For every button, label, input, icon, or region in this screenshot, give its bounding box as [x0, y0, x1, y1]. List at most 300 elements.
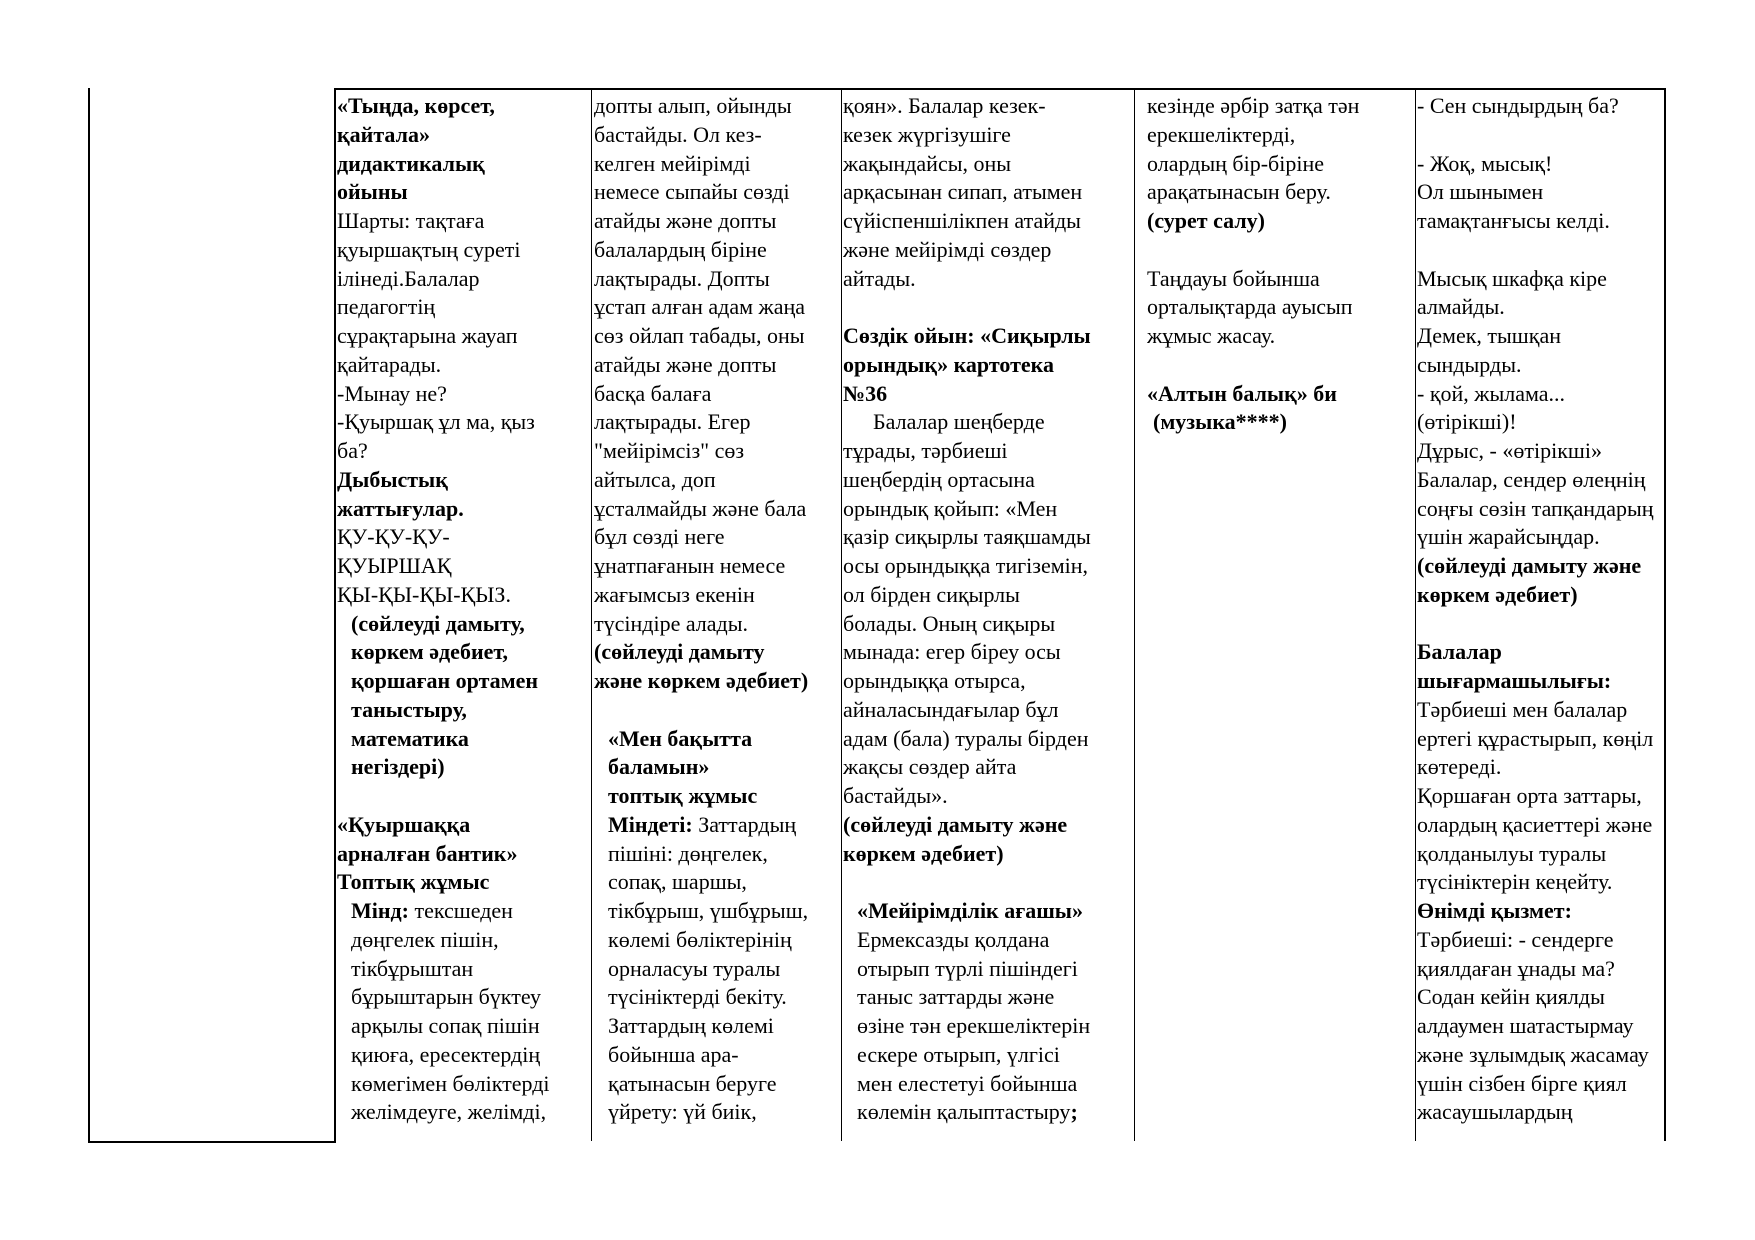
table-left-border — [88, 88, 90, 1143]
bold-text: Дыбыстық — [337, 466, 448, 492]
text-line — [337, 610, 589, 639]
text-line — [337, 351, 589, 380]
line-text: - Жоқ, мысық! — [1417, 150, 1553, 176]
line-text: лақтырады. Допты — [594, 265, 770, 291]
text-line — [843, 725, 1133, 754]
text-line — [1147, 150, 1413, 179]
line-text: ұсталмайды және бала — [594, 495, 807, 521]
text-line — [337, 437, 589, 466]
text-line — [337, 667, 589, 696]
text-line — [337, 293, 589, 322]
text-line — [337, 408, 589, 437]
line-text: ҚУЫРШАҚ — [337, 553, 452, 578]
table-top-border — [334, 88, 1666, 90]
line-text: таныс заттарды және — [857, 984, 1055, 1010]
text-line — [843, 322, 1133, 351]
text-line — [843, 955, 1133, 984]
line-text: олардың қасиеттері және — [1417, 811, 1653, 837]
line-text-rest-bold: ; — [1070, 1099, 1078, 1125]
text-line — [1417, 725, 1663, 754]
text-line — [1417, 92, 1663, 121]
text-line — [1417, 1070, 1663, 1099]
line-text: соңғы сөзін тапқандарың — [1417, 495, 1654, 521]
bold-text: «Тыңда, көрсет, — [337, 93, 495, 118]
text-line — [594, 926, 840, 955]
text-line — [594, 667, 840, 696]
text-line — [594, 753, 840, 782]
line-text: қоян». Балалар кезек- — [843, 93, 1046, 118]
text-line — [594, 466, 840, 495]
text-line — [1417, 782, 1663, 811]
text-line — [1417, 955, 1663, 984]
text-line — [594, 983, 840, 1012]
line-text: Содан кейін қиялды — [1417, 984, 1605, 1010]
text-line — [337, 466, 589, 495]
line-text: пішіні: дөңгелек, — [608, 840, 768, 866]
text-line — [337, 926, 589, 955]
line-text: және мейірімді сөздер — [843, 236, 1052, 262]
text-line — [337, 523, 589, 552]
line-text: бойынша ара- — [608, 1041, 739, 1067]
line-text-rest: Заттардың — [692, 811, 797, 837]
text-line — [337, 121, 589, 150]
text-line — [843, 1098, 1133, 1127]
text-line — [337, 983, 589, 1012]
text-line — [337, 236, 589, 265]
bold-text: «Мейірімділік ағашы» — [857, 898, 1083, 923]
text-line — [1417, 581, 1663, 610]
line-text: Мысық шкафқа кіре — [1417, 265, 1607, 291]
text-line — [1147, 408, 1413, 437]
text-line — [594, 840, 840, 869]
line-text: Демек, тышқан — [1417, 323, 1561, 348]
text-line — [1147, 265, 1413, 294]
text-line — [337, 178, 589, 207]
line-text: Балалар шеңберде — [873, 409, 1045, 435]
bold-text: ойыны — [337, 179, 408, 205]
line-text: балалардың біріне — [594, 236, 767, 262]
line-text: - Сен сындырдың ба? — [1417, 93, 1619, 118]
line-text: ескере отырып, үлгісі — [857, 1041, 1060, 1067]
bold-text: және көркем әдебиет) — [594, 668, 809, 693]
text-line — [594, 322, 840, 351]
bold-text: көркем әдебиет, — [351, 639, 509, 665]
text-line — [1417, 523, 1663, 552]
line-text: қуыршақтың суреті — [337, 236, 521, 262]
text-line — [843, 150, 1133, 179]
table-cell-col2 — [594, 92, 840, 1141]
text-line — [1147, 380, 1413, 409]
line-text: мен елестетуі бойынша — [857, 1070, 1078, 1096]
line-text: қайтарады. — [337, 351, 442, 377]
text-line — [594, 725, 840, 754]
text-line — [843, 811, 1133, 840]
text-line — [337, 495, 589, 524]
column-divider — [334, 88, 336, 1143]
text-line — [594, 523, 840, 552]
text-line — [843, 437, 1133, 466]
line-text: үшін жарайсыңдар. — [1417, 524, 1600, 550]
text-line — [337, 265, 589, 294]
line-text: қиялдаған ұнады ма? — [1417, 955, 1615, 981]
line-text: арқылы сопақ пішін — [351, 1013, 540, 1038]
line-text: көмегімен бөліктерді — [351, 1070, 550, 1096]
text-line — [594, 696, 840, 725]
text-line — [1147, 92, 1413, 121]
column-divider — [1415, 88, 1416, 1141]
line-text: кезек жүргізушіге — [843, 121, 1011, 147]
text-line — [843, 610, 1133, 639]
bold-text: қоршаған ортамен — [351, 668, 539, 693]
text-line — [1417, 638, 1663, 667]
text-line — [594, 150, 840, 179]
text-line — [594, 897, 840, 926]
line-text: ұстап алған адам жаңа — [594, 294, 806, 320]
text-line — [594, 1098, 840, 1127]
text-line — [843, 753, 1133, 782]
line-text: қиюға, ересектердің — [351, 1041, 541, 1067]
table-bottom-border — [88, 1141, 335, 1143]
line-text: Тәрбиеші: - сендерге — [1417, 926, 1614, 952]
text-line — [594, 265, 840, 294]
text-line — [337, 753, 589, 782]
text-line — [843, 293, 1133, 322]
text-line — [843, 121, 1133, 150]
line-text: үшін сізбен бірге қиял — [1417, 1070, 1627, 1096]
line-text: Шарты: тақтаға — [337, 208, 485, 233]
line-text: олардың бір-біріне — [1147, 150, 1324, 176]
bold-text: Топтық жұмыс — [337, 869, 490, 895]
text-line — [1417, 1012, 1663, 1041]
text-line — [594, 638, 840, 667]
bold-text: Өнімді қызмет: — [1417, 898, 1572, 923]
line-text: көлемі бөліктерінің — [608, 926, 792, 952]
text-line — [843, 926, 1133, 955]
line-text: арқасынан сипап, атымен — [843, 179, 1083, 205]
text-line — [1147, 236, 1413, 265]
line-text: Балалар, сендер өлеңнің — [1417, 466, 1646, 492]
text-line — [594, 92, 840, 121]
line-text: бұл сөзді неге — [594, 524, 725, 550]
text-line — [337, 811, 589, 840]
text-line — [337, 1041, 589, 1070]
line-text: (өтірікші)! — [1417, 409, 1517, 435]
line-text: орналасуы туралы — [608, 955, 781, 981]
bold-text: (сөйлеуді дамыту және — [843, 811, 1068, 837]
bold-text: (сөйлеуді дамыту және — [1417, 553, 1642, 578]
line-text: -Мынау не? — [337, 380, 447, 406]
text-line — [1417, 178, 1663, 207]
text-line — [1417, 121, 1663, 150]
text-line — [1417, 207, 1663, 236]
text-line — [843, 638, 1133, 667]
line-text: ба? — [337, 438, 368, 463]
text-line — [843, 178, 1133, 207]
table-cell-col4 — [1147, 92, 1413, 1141]
text-line — [594, 380, 840, 409]
text-line — [337, 322, 589, 351]
line-text: -Қуыршақ ұл ма, қыз — [337, 409, 535, 435]
text-line — [843, 466, 1133, 495]
text-line — [1417, 868, 1663, 897]
text-line — [594, 408, 840, 437]
bold-text: орындық» картотека — [843, 351, 1054, 377]
text-line — [337, 150, 589, 179]
text-line — [594, 437, 840, 466]
line-text: желімдеуге, желімді, — [351, 1099, 547, 1125]
text-line — [843, 897, 1133, 926]
text-line — [337, 1012, 589, 1041]
text-line — [594, 955, 840, 984]
line-text: жақындайсы, оны — [843, 150, 1012, 176]
line-text: Таңдауы бойынша — [1147, 265, 1320, 291]
text-line — [843, 552, 1133, 581]
line-text: көтереді. — [1417, 754, 1502, 780]
text-line — [843, 1070, 1133, 1099]
line-text: сұрақтарына жауап — [337, 323, 518, 348]
text-line — [843, 840, 1133, 869]
text-line — [843, 1012, 1133, 1041]
text-line — [1417, 265, 1663, 294]
line-text: сөз ойлап табады, оны — [594, 323, 805, 348]
line-text: допты алып, ойынды — [594, 93, 792, 118]
line-text: кезінде әрбір затқа тән — [1147, 93, 1360, 118]
text-line — [843, 351, 1133, 380]
line-text: ҚУ-ҚУ-ҚУ- — [337, 524, 450, 550]
line-text: айтылса, доп — [594, 466, 716, 492]
text-line — [337, 581, 589, 610]
line-text: немесе сыпайы сөзді — [594, 179, 790, 205]
line-text: - қой, жылама... — [1417, 380, 1566, 406]
table-cell-col5 — [1417, 92, 1663, 1141]
line-text: келген мейірімді — [594, 150, 751, 176]
line-text: отырып түрлі пішіндегі — [857, 955, 1078, 981]
text-line — [1417, 610, 1663, 639]
line-text-rest: тексшеден — [409, 898, 513, 923]
column-divider — [841, 88, 842, 1141]
text-line — [594, 1070, 840, 1099]
line-text: дөңгелек пішін, — [351, 926, 499, 952]
text-line — [337, 92, 589, 121]
bold-text: көркем әдебиет) — [1417, 581, 1578, 607]
line-text: лақтырады. Егер — [594, 409, 751, 435]
line-text: тұрады, тәрбиеші — [843, 438, 1008, 463]
text-line — [337, 955, 589, 984]
line-text: жасаушылардың — [1417, 1099, 1573, 1125]
text-line — [1417, 380, 1663, 409]
text-line — [843, 581, 1133, 610]
bold-text: таныстыру, — [351, 696, 467, 722]
text-line — [1417, 753, 1663, 782]
text-line — [843, 236, 1133, 265]
text-line — [843, 868, 1133, 897]
text-line — [1417, 840, 1663, 869]
text-line — [337, 1070, 589, 1099]
text-line — [1147, 293, 1413, 322]
line-text: жұмыс жасау. — [1147, 323, 1276, 348]
line-text: бастайды. Ол кез- — [594, 121, 762, 147]
table-cell-col3 — [843, 92, 1133, 1141]
line-text: орындыққа отырса, — [843, 668, 1026, 693]
column-divider — [591, 88, 592, 1141]
column-divider — [1134, 88, 1135, 1141]
line-text: шеңбердің ортасына — [843, 466, 1035, 492]
line-text: айтады. — [843, 265, 916, 291]
line-text: түсіндіре алады. — [594, 610, 749, 636]
text-line — [843, 696, 1133, 725]
bold-text: баламын» — [608, 754, 710, 780]
line-text: бастайды». — [843, 783, 948, 808]
line-text: Ермексазды қолдана — [857, 926, 1050, 952]
line-text: және зұлымдық жасамау — [1417, 1041, 1649, 1067]
text-line — [594, 581, 840, 610]
text-line — [1147, 322, 1413, 351]
text-line — [594, 1012, 840, 1041]
line-text: орталықтарда ауысып — [1147, 294, 1353, 320]
text-line — [594, 782, 840, 811]
text-line — [1147, 178, 1413, 207]
bold-text: көркем әдебиет) — [843, 840, 1004, 866]
text-line — [843, 408, 1133, 437]
bold-text: Сөздік ойын: «Сиқырлы — [843, 323, 1091, 348]
text-line — [594, 207, 840, 236]
bold-text: арналған бантик» — [337, 840, 518, 866]
text-line — [1417, 150, 1663, 179]
line-text: Қоршаған орта заттары, — [1417, 783, 1642, 808]
line-text: атайды және допты — [594, 351, 777, 377]
text-line — [594, 121, 840, 150]
line-text: болады. Оның сиқыры — [843, 610, 1056, 636]
bold-text: шығармашылығы: — [1417, 668, 1612, 693]
text-line — [1417, 1098, 1663, 1127]
text-line — [594, 1041, 840, 1070]
bold-text: (музыка****) — [1153, 409, 1287, 435]
line-text: қазір сиқырлы таяқшамды — [843, 524, 1091, 550]
line-text: педагогтің — [337, 294, 436, 320]
line-text: ертегі құрастырып, көңіл — [1417, 725, 1654, 751]
text-line — [337, 725, 589, 754]
text-line — [1417, 495, 1663, 524]
text-line — [337, 380, 589, 409]
text-line — [594, 236, 840, 265]
text-line — [1417, 811, 1663, 840]
text-line — [1417, 466, 1663, 495]
line-text: сүйіспеншілікпен атайды — [843, 208, 1081, 233]
text-line — [337, 1098, 589, 1127]
text-line — [843, 207, 1133, 236]
line-text: Ол шынымен — [1417, 179, 1544, 205]
line-text: басқа балаға — [594, 380, 712, 406]
text-line — [1147, 207, 1413, 236]
text-line — [843, 983, 1133, 1012]
bold-text: «Қуыршаққа — [337, 811, 471, 837]
text-line — [1417, 322, 1663, 351]
text-line — [843, 1041, 1133, 1070]
text-line — [1417, 552, 1663, 581]
line-text: Дұрыс, - «өтірікші» — [1417, 438, 1602, 463]
text-line — [1147, 121, 1413, 150]
text-line — [1417, 408, 1663, 437]
text-line — [594, 351, 840, 380]
line-text: бұрыштарын бүктеу — [351, 984, 542, 1010]
line-text: Заттардың көлемі — [608, 1013, 774, 1038]
text-line — [337, 897, 589, 926]
line-text: адам (бала) туралы бірден — [843, 725, 1089, 751]
line-text: ол бірден сиқырлы — [843, 581, 1020, 607]
bold-text: Мінд: — [351, 898, 410, 923]
line-text: арақатынасын беру. — [1147, 179, 1331, 205]
bold-text: (сөйлеуді дамыту — [594, 639, 765, 665]
bold-text: негіздері) — [351, 754, 445, 780]
bold-text: қайтала» — [337, 121, 430, 147]
text-line — [1147, 351, 1413, 380]
text-line — [337, 782, 589, 811]
line-text: алдаумен шатастырмау — [1417, 1013, 1634, 1038]
text-line — [1417, 236, 1663, 265]
text-line — [337, 868, 589, 897]
bold-text: (сурет салу) — [1147, 208, 1266, 233]
line-text: ілінеді.Балалар — [337, 265, 480, 291]
line-text: түсініктерді бекіту. — [608, 984, 787, 1010]
bold-text: №36 — [843, 380, 888, 406]
bold-text: жаттығулар. — [337, 495, 464, 521]
text-line — [594, 552, 840, 581]
bold-text: дидактикалық — [337, 150, 485, 176]
text-line — [1417, 983, 1663, 1012]
line-text: ұнатпағанын немесе — [594, 553, 786, 578]
text-line — [1417, 696, 1663, 725]
line-text: көлемін қалыптастыру — [857, 1099, 1071, 1125]
text-line — [843, 782, 1133, 811]
text-line — [594, 178, 840, 207]
text-line — [843, 667, 1133, 696]
text-line — [594, 610, 840, 639]
line-text: үйрету: үй биік, — [608, 1099, 757, 1125]
line-text: сопақ, шаршы, — [608, 869, 747, 895]
bold-text: «Алтын балық» би — [1147, 380, 1337, 406]
text-line — [843, 380, 1133, 409]
bold-text: математика — [351, 725, 469, 751]
line-text: өзіне тән ерекшеліктерін — [857, 1013, 1091, 1038]
text-line — [843, 495, 1133, 524]
line-text: ҚЫ-ҚЫ-ҚЫ-ҚЫЗ. — [337, 581, 511, 607]
text-line — [1417, 1041, 1663, 1070]
text-line — [1417, 926, 1663, 955]
text-line — [594, 495, 840, 524]
table-right-border — [1664, 88, 1666, 1141]
text-line — [843, 92, 1133, 121]
line-text: мынада: егер біреу осы — [843, 639, 1061, 665]
line-text: қатынасын беруге — [608, 1070, 777, 1096]
text-line — [594, 293, 840, 322]
line-text: ерекшеліктерді, — [1147, 121, 1296, 147]
text-line — [337, 696, 589, 725]
bold-text: Міндеті: — [608, 811, 693, 837]
text-line — [1417, 667, 1663, 696]
line-text: орындық қойып: «Мен — [843, 495, 1058, 521]
line-text: тікбұрыштан — [351, 955, 474, 981]
text-line — [1417, 293, 1663, 322]
bold-text: «Мен бақытта — [608, 725, 753, 751]
line-text: Тәрбиеші мен балалар — [1417, 696, 1628, 722]
line-text: атайды және допты — [594, 208, 777, 233]
table-cell-col1 — [337, 92, 589, 1141]
bold-text: (сөйлеуді дамыту, — [351, 610, 525, 636]
text-line — [337, 840, 589, 869]
line-text: жақсы сөздер айта — [843, 754, 1017, 780]
line-text: қолданылуы туралы — [1417, 840, 1607, 866]
text-line — [594, 811, 840, 840]
